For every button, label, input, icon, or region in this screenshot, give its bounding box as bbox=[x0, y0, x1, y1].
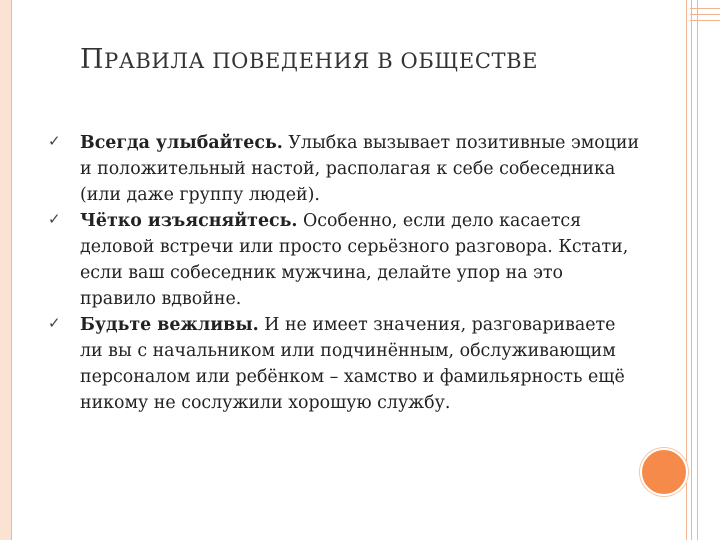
frame-line-left bbox=[11, 0, 12, 540]
list-item-body: Улыбка вызывает позитивные эмоции и положительный настой, располагая к себе собеседника (или даже группу людей). bbox=[80, 133, 640, 205]
list-item-text bbox=[80, 130, 642, 208]
title-first-letter: П bbox=[80, 44, 105, 75]
list-item bbox=[42, 312, 642, 416]
list-item-lead: Чётко изъясняйтесь. bbox=[80, 211, 298, 231]
bullet-list bbox=[42, 130, 642, 416]
frame-line-right-2 bbox=[691, 0, 692, 540]
list-item bbox=[42, 208, 642, 312]
top-right-decoration bbox=[690, 0, 720, 40]
checkmark-icon: ✓ bbox=[48, 132, 61, 150]
list-item-body: И не имеет значения, разговариваете ли вы с начальником или подчинённым, обслуживающим персоналом или ребёнком – хамство и фамильярность ещё никому не сослужили хорошую службу. bbox=[80, 315, 625, 413]
list-item bbox=[42, 130, 642, 208]
list-item-lead: Будьте вежливы. bbox=[80, 315, 259, 335]
list-item-lead: Всегда улыбайтесь. bbox=[80, 133, 283, 153]
slide-title bbox=[80, 40, 640, 81]
orange-circle-decoration bbox=[640, 448, 688, 496]
checkmark-icon: ✓ bbox=[48, 210, 61, 228]
list-item-text bbox=[80, 208, 642, 312]
list-item-text bbox=[80, 312, 642, 416]
frame-line-right-3 bbox=[697, 0, 698, 540]
title-rest: РАВИЛА ПОВЕДЕНИЯ В ОБЩЕСТВЕ bbox=[104, 49, 539, 73]
checkmark-icon: ✓ bbox=[48, 314, 61, 332]
list-item-body: Особенно, если дело касается деловой встречи или просто серьёзного разговора. Кстати, если ваш собеседник мужчина, делайте упор на это правило вдвойне. bbox=[80, 211, 629, 309]
frame-line-right-1 bbox=[686, 0, 687, 540]
